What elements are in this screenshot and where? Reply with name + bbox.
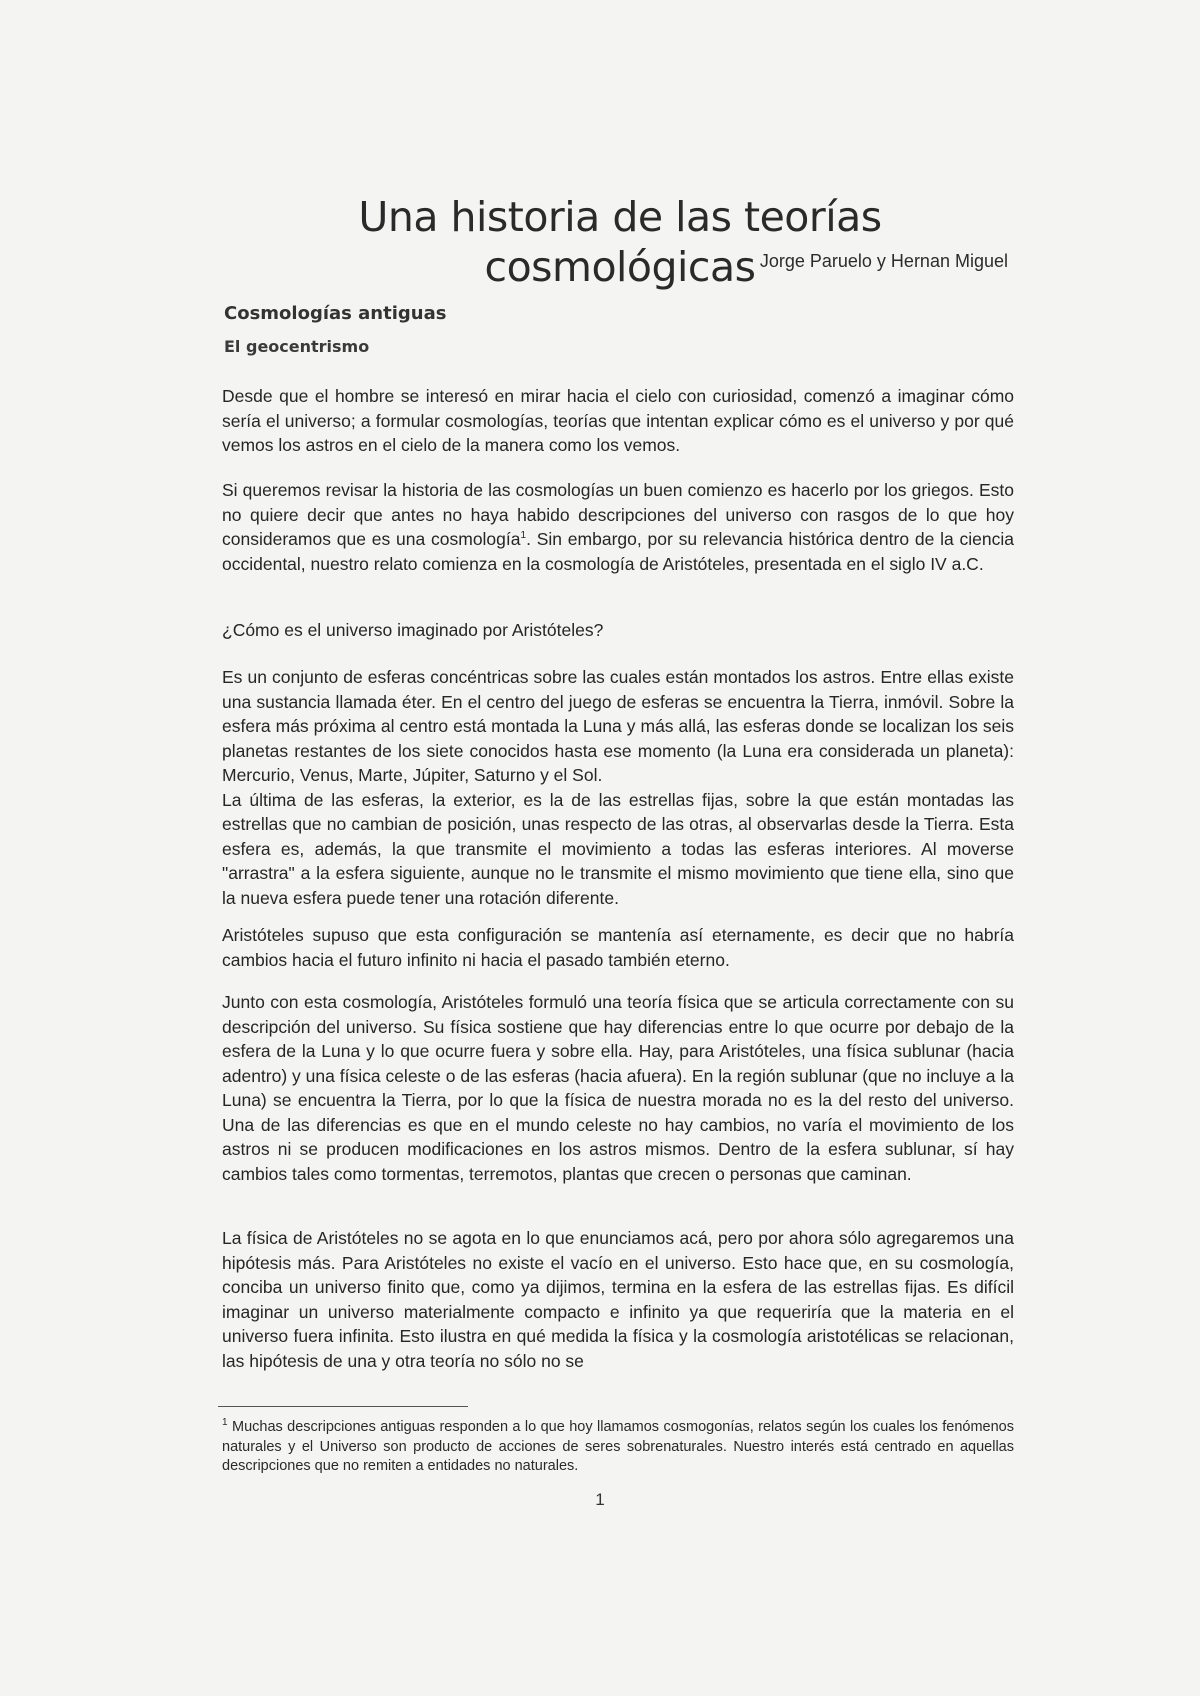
footnote-reference: 1: [520, 530, 527, 542]
paragraph-greeks: [222, 478, 1014, 576]
paragraph-spheres-part2: La última de las esferas, la exterior, es la de las estrellas fijas, sobre la que están montadas las estrellas que no cambian de posición, unas respecto de las otras, al observarlas desde la Tierra. Esta esfera es, además, la que transmite el movimiento a todas las esferas interiores. Al moverse "arrastra" a la esfera siguiente, aunque no le transmite el mismo movimiento que tiene ella, sino que la nueva esfera puede tener una rotación diferente.: [222, 789, 1014, 908]
paragraph-greeks-part1: Si queremos revisar la historia de las cosmologías un buen comienzo es hacerlo por los griegos. Esto no quiere decir que antes no haya habido descripciones del universo con rasgos de lo que hoy consideramos que es una cosmología: [222, 480, 1014, 549]
section-heading: Cosmologías antiguas: [224, 303, 447, 324]
footnote-divider: [218, 1406, 468, 1407]
paragraph-eternal: Aristóteles supuso que esta configuración se mantenía así eternamente, es decir que no habría cambios hacia el futuro infinito ni hacia el pasado también eterno.: [222, 925, 1014, 970]
footnote-text: Muchas descripciones antiguas responden a lo que hoy llamamos cosmogonías, relatos según los cuales los fenómenos naturales y el Universo son producto de acciones de seres sobrenaturales. Nuestro interés está centrado en aquellas descripciones que no remiten a entidades no naturales.: [222, 1419, 1014, 1474]
footnote: [222, 1418, 1014, 1477]
subsection-heading: El geocentrismo: [224, 337, 370, 356]
question-heading: ¿Cómo es el universo imaginado por Aristóteles?: [222, 620, 604, 640]
paragraph-greeks-part2: . Sin embargo, por su relevancia histórica dentro de la ciencia occidental, nuestro relato comienza en la cosmología de Aristóteles, presentada en el siglo IV a.C.: [222, 529, 1014, 574]
footnote-marker: 1: [222, 1417, 228, 1429]
document-title: Una historia de las teorías cosmológicas: [358, 193, 882, 291]
paragraph-spheres: [222, 665, 1014, 910]
page-number: 1: [595, 1490, 605, 1509]
paragraph-intro: Desde que el hombre se interesó en mirar hacia el cielo con curiosidad, comenzó a imaginar cómo sería el universo; a formular cosmologías, teorías que intentan explicar cómo es el universo y por qué vemos los astros en el cielo de la manera como los vemos.: [222, 386, 1014, 455]
paragraph-vacuum: La física de Aristóteles no se agota en lo que enunciamos acá, pero por ahora sólo agregaremos una hipótesis más. Para Aristóteles no existe el vacío en el universo. Esto hace que, en su cosmología, conciba un universo finito que, como ya dijimos, termina en la esfera de las estrellas fijas. Es difícil imaginar un universo materialmente compacto e infinito ya que requeriría que la materia en el universo fuera infinita. Esto ilustra en qué medida la física y la cosmología aristotélicas se relacionan, las hipótesis de una y otra teoría no sólo no se: [222, 1228, 1014, 1371]
document-authors: Jorge Paruelo y Hernan Miguel: [759, 251, 1008, 271]
paragraph-physics: Junto con esta cosmología, Aristóteles formuló una teoría física que se articula correctamente con su descripción del universo. Su física sostiene que hay diferencias entre lo que ocurre por debajo de la esfera de la Luna y lo que ocurre fuera y sobre ella. Hay, para Aristóteles, una física sublunar (hacia adentro) y una física celeste o de las esferas (hacia afuera). En la región sublunar (que no incluye a la Luna) se encuentra la Tierra, por lo que la física de nuestra morada no es la del resto del universo. Una de las diferencias es que en el mundo celeste no hay cambios, no varía el movimiento de los astros ni se producen modificaciones en los astros mismos. Dentro de la esfera sublunar, sí hay cambios tales como tormentas, terremotos, plantas que crecen o personas que caminan.: [222, 992, 1014, 1184]
paragraph-spheres-part1: Es un conjunto de esferas concéntricas sobre las cuales están montados los astros. Entre ellas existe una sustancia llamada éter. En el centro del juego de esferas se encuentra la Tierra, inmóvil. Sobre la esfera más próxima al centro está montada la Luna y más allá, las esferas donde se localizan los seis planetas restantes de los siete conocidos hasta ese momento (la Luna era considerada un planeta): Mercurio, Venus, Marte, Júpiter, Saturno y el Sol.: [222, 667, 1014, 785]
